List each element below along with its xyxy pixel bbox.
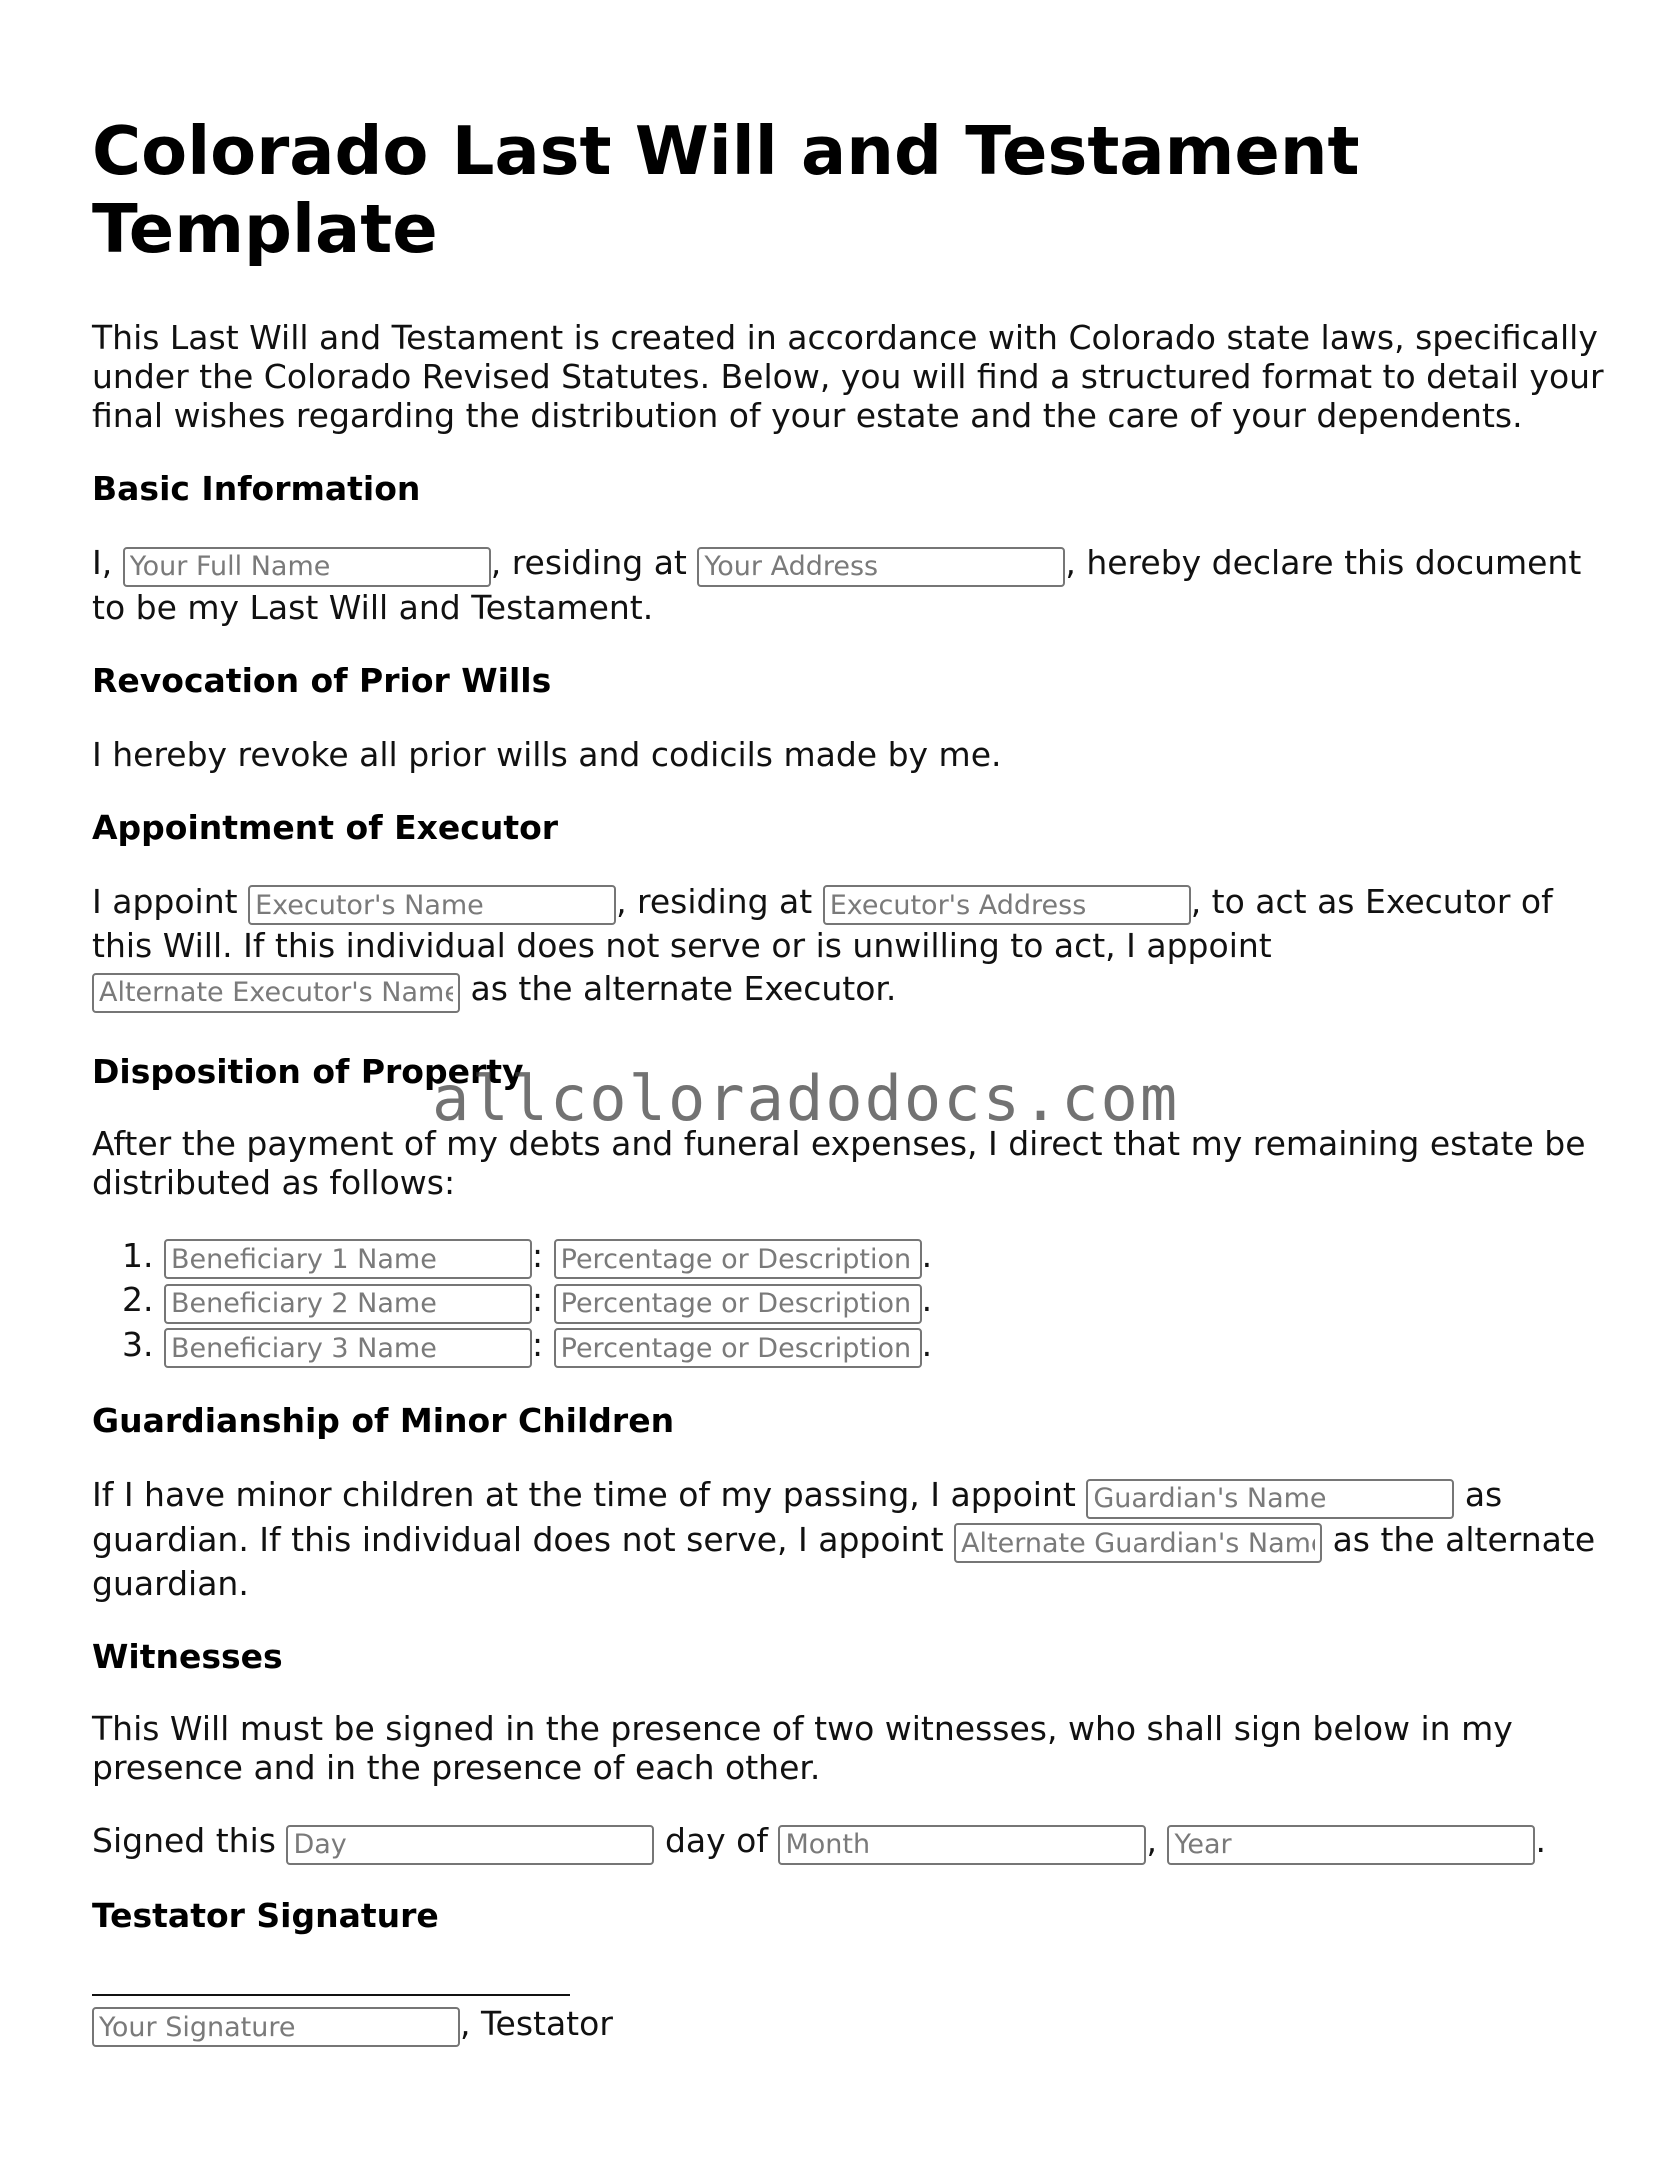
signed-date-line [92, 1819, 1612, 1864]
witnesses-paragraph: This Will must be signed in the presence of two witnesses, who shall sign below in my presence and in the presence of each other. [92, 1709, 1513, 1787]
guardianship-paragraph [92, 1473, 1612, 1605]
basic-info-heading: Basic Information [92, 469, 421, 508]
beneficiary-item-2 [164, 1278, 1612, 1323]
page-title: Colorado Last Will and Testament Template [92, 112, 1360, 268]
executor-text-2: , residing at [616, 881, 813, 921]
full-name-input[interactable] [123, 547, 491, 587]
guardianship-text-1: If I have minor children at the time of my passing, I appoint [92, 1475, 1076, 1514]
revocation-paragraph: I hereby revoke all prior wills and codicils made by me. [92, 734, 1002, 774]
beneficiary-1-name-input[interactable] [164, 1239, 532, 1279]
witnesses-heading: Witnesses [92, 1637, 283, 1676]
beneficiary-2-name-input[interactable] [164, 1284, 532, 1324]
testator-suffix: , Testator [460, 2003, 613, 2043]
day-input[interactable] [286, 1825, 654, 1865]
executor-text-4: as the alternate Executor. [470, 969, 897, 1008]
guardianship-text-3: as the alternate guardian. [92, 1519, 1596, 1603]
testator-signature-block [92, 1992, 1612, 2047]
guardianship-text-2: as guardian. If this individual does not serve, I appoint [92, 1475, 1503, 1559]
basic-text-1: I, [92, 543, 113, 582]
guardianship-heading: Guardianship of Minor Children [92, 1401, 675, 1440]
executor-name-input[interactable] [248, 885, 616, 925]
signature-rule [92, 1992, 570, 1996]
property-paragraph: After the payment of my debts and funeral expenses, I direct that my remaining estate be distributed as follows: [92, 1123, 1586, 1202]
will-document [92, 112, 1612, 2046]
intro-paragraph: This Last Will and Testament is created in accordance with Colorado state laws, specifically under the Colorado Revised Statutes. Below, you will find a structured format to detail your final wishes regarding the distribution of your estate and the care of your dependents. [92, 318, 1604, 435]
beneficiary-3-name-input[interactable] [164, 1328, 532, 1368]
year-input[interactable] [1167, 1825, 1535, 1865]
beneficiary-1-end: . [921, 1235, 933, 1275]
beneficiary-3-separator: : [532, 1324, 544, 1364]
executor-text-1: I appoint [92, 881, 238, 921]
executor-address-input[interactable] [823, 885, 1191, 925]
beneficiary-list [92, 1234, 1612, 1368]
beneficiary-3-end: . [921, 1324, 933, 1364]
beneficiary-2-separator: : [532, 1280, 544, 1319]
beneficiary-1-share-input[interactable] [554, 1239, 922, 1279]
beneficiary-1-separator: : [532, 1235, 544, 1275]
signature-input[interactable] [92, 2007, 460, 2047]
signed-text-1: Signed this [92, 1821, 276, 1860]
beneficiary-2-share-input[interactable] [554, 1284, 922, 1324]
signature-line [92, 2002, 1612, 2047]
basic-info-paragraph [92, 541, 1612, 629]
signed-text-3: , [1146, 1821, 1157, 1860]
alternate-guardian-input[interactable] [954, 1523, 1322, 1563]
beneficiary-3-share-input[interactable] [554, 1328, 922, 1368]
beneficiary-2-end: . [921, 1280, 933, 1319]
beneficiary-item-3 [164, 1323, 1612, 1368]
month-input[interactable] [778, 1825, 1146, 1865]
testator-heading: Testator Signature [92, 1895, 439, 1935]
address-input[interactable] [697, 547, 1065, 587]
revocation-heading: Revocation of Prior Wills [92, 660, 552, 700]
basic-text-3: , hereby declare this document to be my Last Will and Testament. [92, 543, 1582, 627]
guardian-name-input[interactable] [1086, 1479, 1454, 1519]
signed-text-2: day of [664, 1821, 768, 1860]
executor-text-3: , to act as Executor of this Will. If this individual does not serve or is unwilling to act, I appoint [92, 881, 1553, 965]
executor-heading: Appointment of Executor [92, 807, 559, 847]
executor-paragraph [92, 880, 1612, 1012]
property-heading: Disposition of Property [92, 1051, 524, 1091]
alternate-executor-input[interactable] [92, 973, 460, 1013]
basic-text-2: , residing at [490, 543, 687, 582]
watermark-text: allcoloradodocs.com [432, 1062, 1180, 1135]
beneficiary-item-1 [164, 1234, 1612, 1279]
signed-text-4: . [1535, 1821, 1546, 1860]
